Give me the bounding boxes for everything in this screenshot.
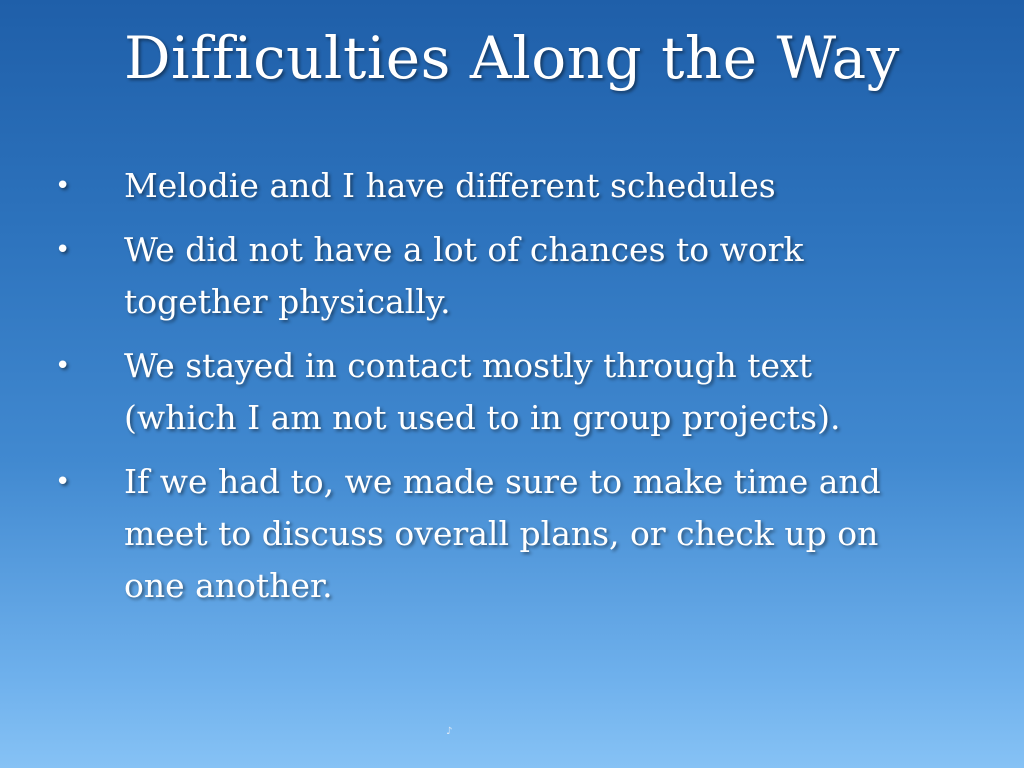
bullet-text: We stayed in contact mostly through text (which I am not used to in group projects). [124, 346, 841, 437]
bullet-text: Melodie and I have different schedules [124, 166, 776, 205]
bullet-text: If we had to, we made sure to make time and meet to discuss overall plans, or check up on one another. [124, 462, 881, 605]
audio-note-icon: ♪ [446, 726, 453, 737]
bullet-item [0, 160, 1024, 212]
bullet-text: We did not have a lot of chances to work together physically. [124, 230, 804, 321]
bullet-list [0, 160, 1024, 624]
bullet-icon: • [55, 467, 71, 497]
bullet-item [0, 340, 1024, 444]
bullet-item [0, 456, 1024, 612]
bullet-icon: • [55, 171, 71, 201]
bullet-item [0, 224, 1024, 328]
bullet-icon: • [55, 235, 71, 265]
slide-title: Difficulties Along the Way [124, 24, 900, 92]
bullet-icon: • [55, 351, 71, 381]
